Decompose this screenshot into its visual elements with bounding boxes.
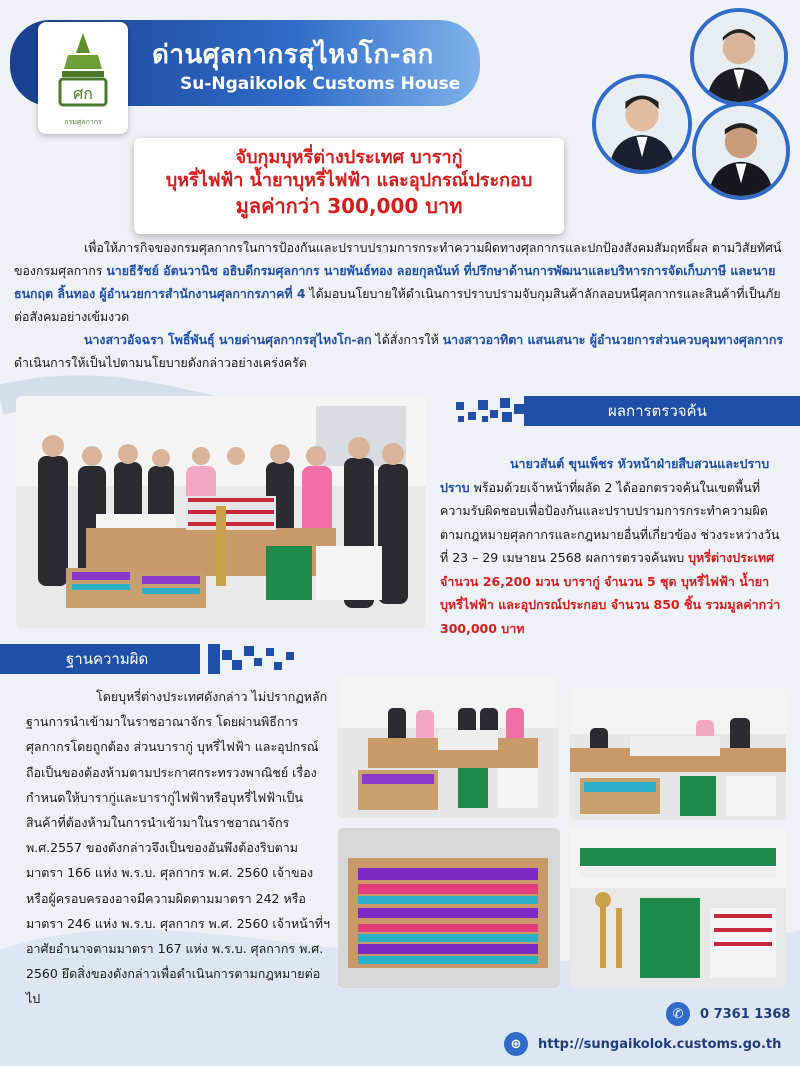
group-photo xyxy=(16,396,426,628)
offense-text: โดยบุหรี่ต่างประเทศดังกล่าว ไม่ปรากฏหลักฐานการนำเข้ามาในราชอาณาจักร โดยผ่านพิธีการศุลกากรโดยถูกต้อง ส่วนบารากู่ บุหรี่ไฟฟ้า และอุปกรณ์ ถือเป็นของต้องห้ามตามประกาศกระทรวงพาณิชย์ เรื่อง กำหนดให้บารากู่และบารากู่ไฟฟ้าหรือบุหรี่ไฟฟ้าเป็นสินค้าที่ต้องห้ามในการนำเข้ามาในราชอาณาจักร พ.ศ.2557 ของดังกล่าวจึงเป็นของอันพึงต้องริบตามมาตรา 166 แห่ง พ.ร.บ. ศุลกากร พ.ศ. 2560 เจ้าของหรือผู้ครอบครองอาจมีความผิดตามมาตรา 242 หรือมาตรา 246 แห่ง พ.ร.บ. ศุลกากร พ.ศ. 2560 เจ้าหน้าที่ฯ อาศัยอำนาจตามมาตรา 167 แห่ง พ.ร.บ. ศุลกากร พ.ศ. 2560 ยึดสิ่งของดังกล่าวเพื่อดำเนินการตามกฎหมายต่อไป xyxy=(26,689,331,1007)
phone-number: 0 7361 1368 xyxy=(700,1006,791,1022)
seized-items: บุหรี่ต่างประเทศ จำนวน 26,200 มวน บารากู่ จำนวน 5 ชุด บุหรี่ไฟฟ้า น้ำยาบุหรี่ไฟฟ้า และอุปกรณ์ประกอบ จำนวน 850 ชิ้น รวมมูลค่ากว่า 300,000 บาท xyxy=(440,550,781,636)
offense-heading-text: ฐานความผิด xyxy=(66,650,149,668)
headline-line-3: มูลค่ากว่า 300,000 บาท xyxy=(235,193,463,218)
phone-contact[interactable] xyxy=(666,1002,790,1026)
customs-logo xyxy=(38,22,128,134)
headline-line-2: บุหรี่ไฟฟ้า น้ำยาบุหรี่ไฟฟ้า และอุปกรณ์ประกอบ xyxy=(165,170,533,192)
website-url: http://sungaikolok.customs.go.th xyxy=(538,1036,782,1052)
intro-paragraph xyxy=(14,236,786,374)
evidence-photo-2 xyxy=(570,688,786,820)
customs-emblem-icon xyxy=(48,29,118,115)
headline-box xyxy=(134,138,564,234)
evidence-photo-3 xyxy=(338,828,560,988)
headline-line-1: จับกุมบุหรี่ต่างประเทศ บารากู่ xyxy=(235,147,463,168)
deputy-name: นางสาวอาทิตา แสนเสนาะ ผู้อำนวยการส่วนควบคุมทางศุลกากร xyxy=(442,332,784,347)
results-heading xyxy=(534,396,800,426)
intro-text-4: ดำเนินการให้เป็นไปตามนโยบายดังกล่าวอย่างเคร่งครัด xyxy=(14,355,307,370)
phone-icon: ✆ xyxy=(666,1002,690,1026)
pixel-decoration xyxy=(452,396,536,426)
director-name: นางสาวอัจฉรา โพธิ์พันธุ์ นายด่านศุลกากรสุไหงโก-ลก xyxy=(84,332,372,347)
evidence-photo-1 xyxy=(338,678,558,818)
results-paragraph xyxy=(440,452,786,640)
portrait-photo-left xyxy=(592,74,692,174)
intro-text-1: เพื่อให้ภารกิจของกรมศุลกากรในการป้องกันและปราบปรามการกระทำความผิดทางศุลกากรและปกป้องสังคมสัมฤทธิ์ผล ตามวิสัยทัศน์ของกรมศุลกากร xyxy=(14,240,782,278)
portrait-photo-top xyxy=(690,8,788,106)
page-title-thai: ด่านศุลกากรสุไหงโก-ลก xyxy=(152,40,434,70)
intro-text-2: ได้มอบนโยบายให้ดำเนินการปราบปรามจับกุมสินค้าลักลอบหนีศุลกากรและสินค้าที่เป็นภัยต่อสังคมอย่างเข้มงวด xyxy=(14,286,781,324)
offense-paragraph xyxy=(26,684,332,1012)
intro-text-3: ได้สั่งการให้ xyxy=(371,332,443,347)
website-link[interactable] xyxy=(504,1032,781,1056)
portrait-photo-right xyxy=(692,102,790,200)
evidence-photo-4 xyxy=(570,828,786,988)
results-heading-text: ผลการตรวจค้น xyxy=(608,402,707,420)
results-text: พร้อมด้วยเจ้าหน้าที่ผลัด 2 ได้ออกตรวจค้นในเขตพื้นที่ความรับผิดชอบเพื่อป้องกันและปราบปรามการกระทำความผิดตามกฎหมายศุลกากรและกฎหมายอื่นที่เกี่ยวข้อง ช่วงระหว่างวันที่ 23 – 29 เมษายน 2568 ผลการตรวจค้นพบ xyxy=(440,479,780,565)
globe-icon: ⊕ xyxy=(504,1032,528,1056)
pixel-decoration xyxy=(208,644,298,674)
svg-text:ศก: ศก xyxy=(73,83,93,103)
page-title-english: Su-Ngaikolok Customs House xyxy=(180,74,461,94)
logo-caption: กรมศุลกากร xyxy=(64,117,102,126)
officials-names: นายธีรัชย์ อัตนวานิช อธิบดีกรมศุลกากร นายพันธ์ทอง ลอยกุลนันท์ ที่ปรึกษาด้านการพัฒนาและบริหารการจัดเก็บภาษี และนายธนกฤต ลิ้นทอง ผู้อำนวยการสำนักงานศุลกากรภาคที่ 4 xyxy=(14,263,776,301)
offense-heading xyxy=(0,644,200,674)
investigator-name: นายวสันต์ ขุนเพ็ชร หัวหน้าฝ่ายสืบสวนและปราบปราบ xyxy=(440,456,770,495)
